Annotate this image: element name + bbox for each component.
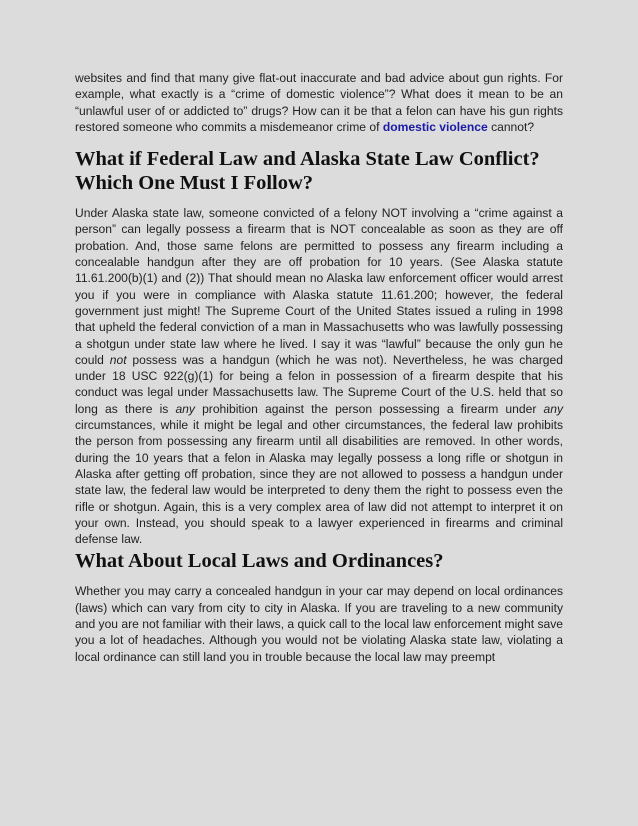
intro-paragraph (75, 70, 563, 135)
section-heading-local-laws: What About Local Laws and Ordinances? (75, 550, 444, 573)
paragraph-text: prohibition against the person possessing a firearm under (194, 401, 544, 416)
section-paragraph-local-laws: Whether you may carry a concealed handgun in your car may depend on local ordinances (laws) which can vary from city to city in Alaska. If you are traveling to a new community and you are not familiar with their laws, a quick call to the local law enforcement might save you a lot of headaches. Although you would not be violating Alaska state law, violating a local ordinance can still land you in trouble because the local law may preempt (75, 584, 564, 664)
section-paragraph-federal-vs-state (75, 205, 563, 547)
emphasis-text: any (175, 401, 195, 416)
emphasis-text: any (543, 401, 563, 416)
section-heading-federal-vs-state: What if Federal Law and Alaska State Law Conflict? Which One Must I Follow? (75, 148, 540, 195)
intro-text: websites and find that many give flat-out inaccurate and bad advice about gun rights. For example, what exactly is a “crime of domestic violence”? What does it mean to be an “unlawful user of or addicted to” drugs? How can it be that a felon can have his gun rights restored someone who commits a misdemeanor crime of (75, 71, 563, 134)
page-content (75, 70, 563, 665)
paragraph-text: possess was a handgun (which he was not). Nevertheless, he was charged under 18 USC 922(g)(1) for being a felon in possession of a firearm despite that his conduct was legal under Massachusetts law. The Supreme Court of the U.S. held that so long as there is (75, 352, 563, 416)
domestic-violence-link[interactable]: domestic violence (382, 119, 488, 134)
paragraph-text: circumstances, while it might be legal and other circumstances, the federal law prohibits the person from possessing any firearm until all disabilities are removed. In other words, during the 10 years that a felon in Alaska may legally possess a long rifle or shotgun in Alaska after getting off probation, since they are not allowed to possess a handgun under state law, the federal law would be interpreted to deny them the right to possess even the rifle or shotgun. Again, this is a very complex area of law did not attempt to interpret it on your own. Instead, you should speak to a lawyer experienced in firearms and criminal defense law. (75, 418, 563, 547)
intro-text-end: cannot? (487, 119, 535, 134)
paragraph-text: Under Alaska state law, someone convicted of a felony NOT involving a “crime against a person” can legally possess a firearm that is NOT concealable as soon as they are off probation. And, those same felons are permitted to possess any firearm including a concealable handgun after they are off probation for 10 years. (See Alaska statute 11.61.200(b)(1) and (2)) That should mean no Alaska law enforcement officer would arrest you if you were in compliance with Alaska statute 11.61.200; however, the federal government just might! The Supreme Court of the United States issued a ruling in 1998 that upheld the federal conviction of a man in Massachusetts who was lawfully possessing a shotgun under state law where he lived. I say it was “lawful” because the only gun he could (75, 206, 563, 367)
emphasis-text: not (109, 352, 127, 367)
